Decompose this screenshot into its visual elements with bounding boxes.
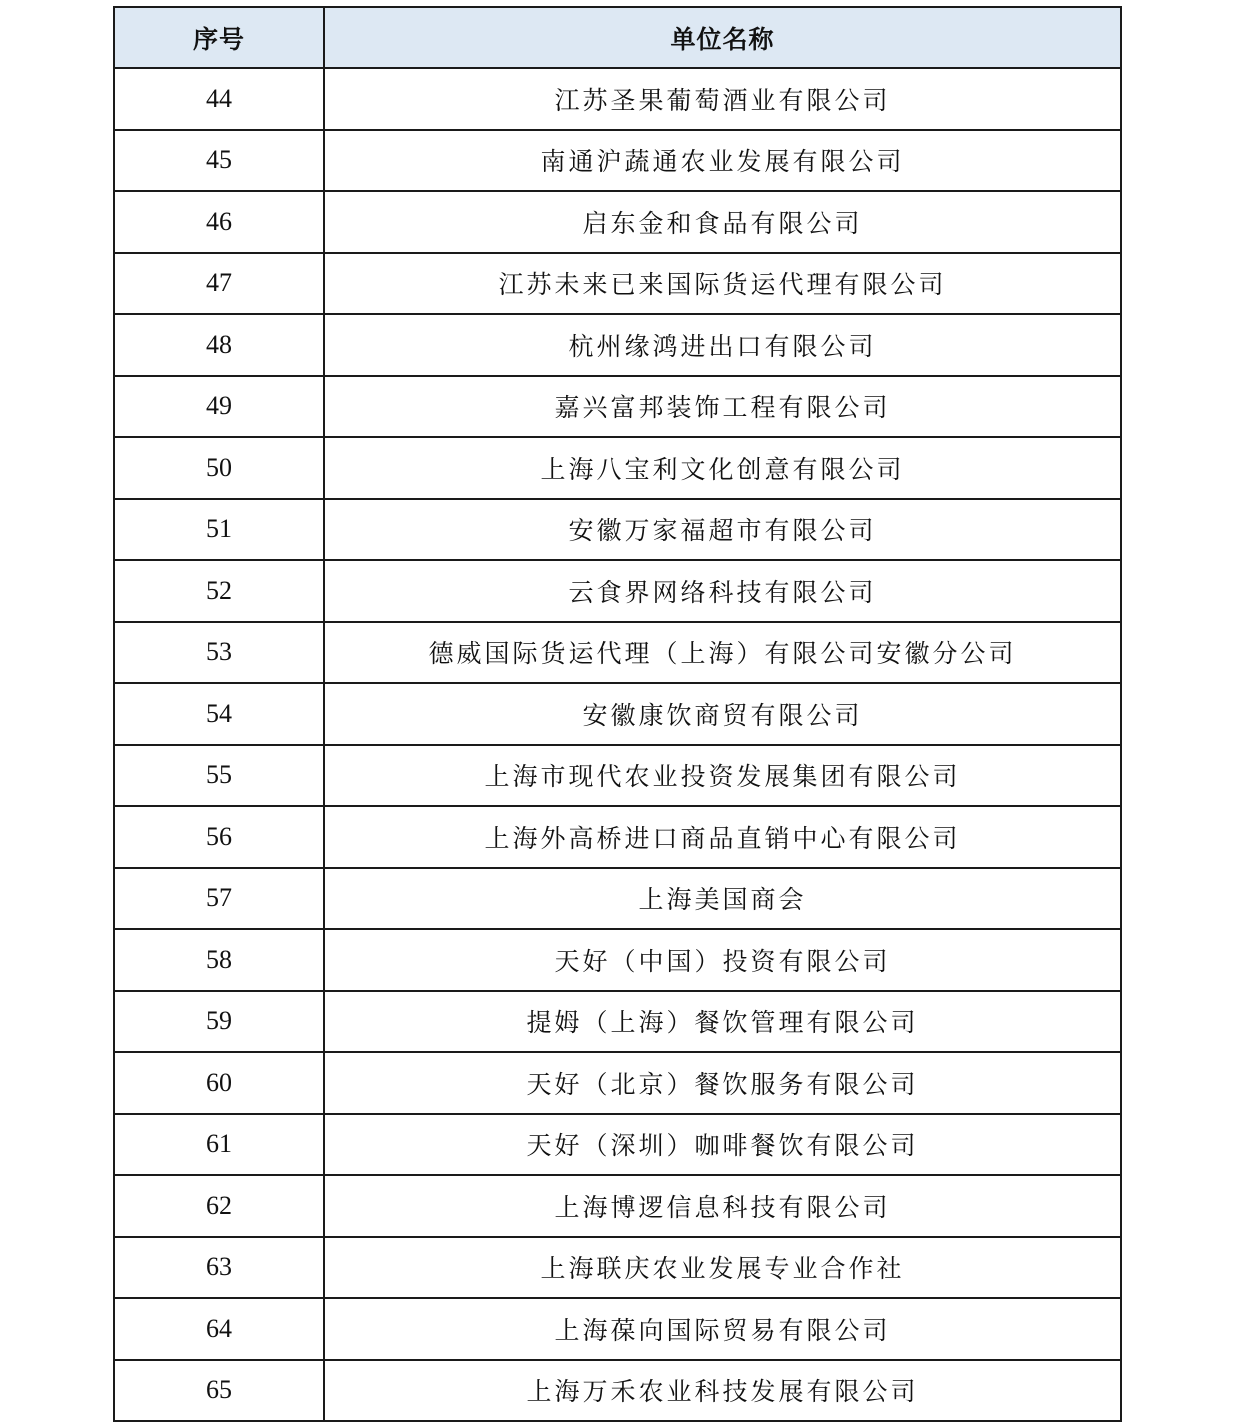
- table-row: [114, 437, 1121, 499]
- row-index: 50: [114, 437, 324, 499]
- table-row: [114, 499, 1121, 561]
- row-company-name: 上海博逻信息科技有限公司: [324, 1175, 1121, 1237]
- row-index: 55: [114, 745, 324, 807]
- row-index: 64: [114, 1298, 324, 1360]
- row-company-name: 杭州缘鸿进出口有限公司: [324, 314, 1121, 376]
- table-row: [114, 1237, 1121, 1299]
- row-company-name: 安徽万家福超市有限公司: [324, 499, 1121, 561]
- table-row: [114, 130, 1121, 192]
- table-row: [114, 868, 1121, 930]
- table-row: [114, 683, 1121, 745]
- row-index: 60: [114, 1052, 324, 1114]
- row-company-name: 上海美国商会: [324, 868, 1121, 930]
- row-index: 44: [114, 68, 324, 130]
- row-company-name: 上海联庆农业发展专业合作社: [324, 1237, 1121, 1299]
- row-company-name: 上海万禾农业科技发展有限公司: [324, 1360, 1121, 1422]
- row-company-name: 德威国际货运代理（上海）有限公司安徽分公司: [324, 622, 1121, 684]
- table-row: [114, 191, 1121, 253]
- row-company-name: 安徽康饮商贸有限公司: [324, 683, 1121, 745]
- row-company-name: 启东金和食品有限公司: [324, 191, 1121, 253]
- row-company-name: 上海葆向国际贸易有限公司: [324, 1298, 1121, 1360]
- row-index: 61: [114, 1114, 324, 1176]
- row-index: 49: [114, 376, 324, 438]
- row-index: 62: [114, 1175, 324, 1237]
- table-header: [114, 7, 1121, 68]
- row-index: 48: [114, 314, 324, 376]
- table-row: [114, 806, 1121, 868]
- row-company-name: 天好（北京）餐饮服务有限公司: [324, 1052, 1121, 1114]
- row-index: 45: [114, 130, 324, 192]
- table-row: [114, 1052, 1121, 1114]
- table-row: [114, 1298, 1121, 1360]
- row-index: 63: [114, 1237, 324, 1299]
- table-row: [114, 745, 1121, 807]
- table-row: [114, 991, 1121, 1053]
- table-row: [114, 314, 1121, 376]
- row-company-name: 上海市现代农业投资发展集团有限公司: [324, 745, 1121, 807]
- table-row: [114, 376, 1121, 438]
- row-company-name: 提姆（上海）餐饮管理有限公司: [324, 991, 1121, 1053]
- header-company-name: 单位名称: [324, 7, 1121, 68]
- row-index: 52: [114, 560, 324, 622]
- row-index: 54: [114, 683, 324, 745]
- table-row: [114, 1360, 1121, 1422]
- row-company-name: 南通沪蔬通农业发展有限公司: [324, 130, 1121, 192]
- row-index: 51: [114, 499, 324, 561]
- row-index: 46: [114, 191, 324, 253]
- table-row: [114, 1175, 1121, 1237]
- row-company-name: 嘉兴富邦装饰工程有限公司: [324, 376, 1121, 438]
- row-company-name: 云食界网络科技有限公司: [324, 560, 1121, 622]
- row-index: 65: [114, 1360, 324, 1422]
- row-company-name: 上海外高桥进口商品直销中心有限公司: [324, 806, 1121, 868]
- table-row: [114, 253, 1121, 315]
- row-company-name: 上海八宝利文化创意有限公司: [324, 437, 1121, 499]
- row-company-name: 江苏未来已来国际货运代理有限公司: [324, 253, 1121, 315]
- row-index: 56: [114, 806, 324, 868]
- header-row: [114, 7, 1121, 68]
- row-index: 57: [114, 868, 324, 930]
- table-row: [114, 1114, 1121, 1176]
- row-index: 59: [114, 991, 324, 1053]
- company-table: [113, 6, 1122, 1422]
- row-company-name: 天好（深圳）咖啡餐饮有限公司: [324, 1114, 1121, 1176]
- header-index: 序号: [114, 7, 324, 68]
- table-row: [114, 560, 1121, 622]
- row-index: 58: [114, 929, 324, 991]
- row-index: 53: [114, 622, 324, 684]
- table-body: [114, 68, 1121, 1421]
- table-row: [114, 622, 1121, 684]
- company-list-sheet: [113, 6, 1120, 1422]
- table-row: [114, 929, 1121, 991]
- table-row: [114, 68, 1121, 130]
- row-company-name: 天好（中国）投资有限公司: [324, 929, 1121, 991]
- row-index: 47: [114, 253, 324, 315]
- row-company-name: 江苏圣果葡萄酒业有限公司: [324, 68, 1121, 130]
